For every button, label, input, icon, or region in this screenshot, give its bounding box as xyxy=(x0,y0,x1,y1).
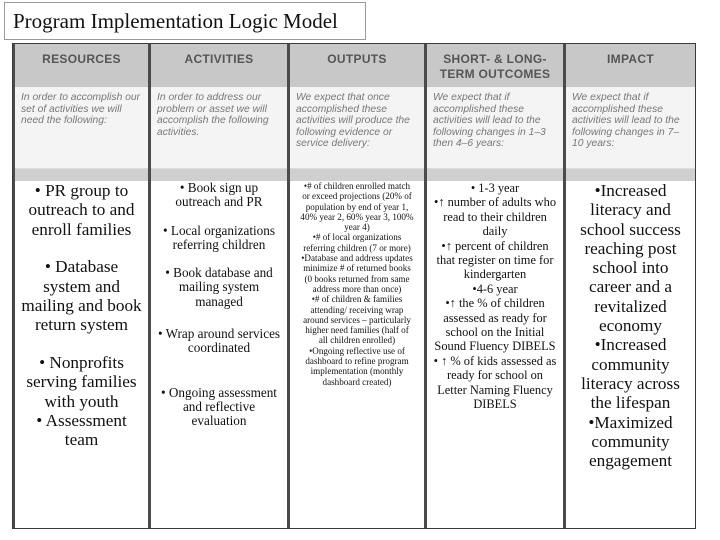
column-header: ACTIVITIES xyxy=(151,44,287,87)
list-item: •# of local organizations referring children (7 or more) xyxy=(303,232,411,253)
list-item: • Wrap around services coordinated xyxy=(157,326,281,356)
spacer xyxy=(21,335,142,353)
column-body xyxy=(427,181,563,528)
list-item: • 1-3 year xyxy=(470,181,520,195)
list-item: • Ongoing assessment and reflective evaluation xyxy=(161,384,277,429)
divider-band xyxy=(566,169,695,181)
spacer xyxy=(157,210,281,224)
list-item: •↑ number of adults who read to their children daily xyxy=(433,195,557,239)
list-item: •Database and address updates minimize # of returned books (0 books returned from same address more than once) xyxy=(301,253,413,294)
column-header: OUTPUTS xyxy=(290,44,424,87)
column-description: In order to address our problem or asset we will accomplish the following activities. xyxy=(151,87,287,169)
column-body xyxy=(290,181,424,528)
column-description: We expect that if accomplished these activities will lead to the following changes in 7–10 years: xyxy=(566,87,695,169)
column-activities xyxy=(151,44,287,528)
spacer xyxy=(157,356,281,386)
spacer xyxy=(157,309,281,327)
column-body xyxy=(566,181,695,528)
list-item: •# of children enrolled match or exceed projections (20% of population by end of year 1, 40% year 2, 60% year 3, 100% year 4) xyxy=(300,181,414,233)
column-description: We expect that if accomplished these activities will lead to the following changes in 1–3 then 4–6 years: xyxy=(427,87,563,169)
column-header: RESOURCES xyxy=(15,44,148,87)
title-box xyxy=(4,2,366,40)
list-item: • Database system and mailing and book return system xyxy=(21,257,142,335)
list-item: • Local organizations referring children xyxy=(162,222,276,252)
column-impact xyxy=(566,44,695,528)
column-outcomes xyxy=(427,44,563,528)
list-item: • Book sign up outreach and PR xyxy=(175,180,263,210)
list-item: •# of children & families attending/ receiving wrap around services – particularly higher need families (half of all children enrolled) xyxy=(303,294,411,346)
divider-band xyxy=(290,169,424,181)
list-item: • Nonprofits serving families with youth xyxy=(26,352,137,411)
divider-band xyxy=(15,169,148,181)
list-item: •Increased community literacy across the lifespan xyxy=(581,335,680,413)
list-item: • Book database and mailing system managed xyxy=(165,265,273,309)
column-body xyxy=(151,181,287,528)
list-item: •Maximized community engagement xyxy=(588,412,673,471)
list-item: •Ongoing reflective use of dashboard to refine program implementation (monthly dashboard created) xyxy=(305,345,409,387)
list-item: • PR group to outreach to and enroll families xyxy=(28,181,135,239)
list-item: •↑ percent of children that register on time for kindergarten xyxy=(436,238,554,282)
list-item: •4-6 year xyxy=(472,281,518,296)
column-resources xyxy=(15,44,148,528)
spacer xyxy=(157,252,281,266)
list-item: • ↑ % of kids assessed as ready for school on Letter Naming Fluency DIBELS xyxy=(433,353,557,412)
column-description: In order to accomplish our set of activities we will need the following: xyxy=(15,87,148,169)
spacer xyxy=(21,239,142,257)
column-description: We expect that once accomplished these activities will produce the following evidence or service delivery: xyxy=(290,87,424,169)
page-title: Program Implementation Logic Model xyxy=(13,9,338,33)
column-body xyxy=(15,181,148,528)
column-header: SHORT- & LONG-TERM OUTCOMES xyxy=(427,44,563,87)
list-item: •↑ the % of children assessed as ready for school on the Initial Sound Fluency DIBELS xyxy=(434,296,556,354)
logic-model-table xyxy=(12,43,696,529)
divider-band xyxy=(427,169,563,181)
list-item: •Increased literacy and school success reaching post school into career and a revitalized economy xyxy=(580,181,681,336)
column-outputs xyxy=(290,44,424,528)
column-header: IMPACT xyxy=(566,44,695,87)
list-item: • Assessment team xyxy=(36,411,127,450)
